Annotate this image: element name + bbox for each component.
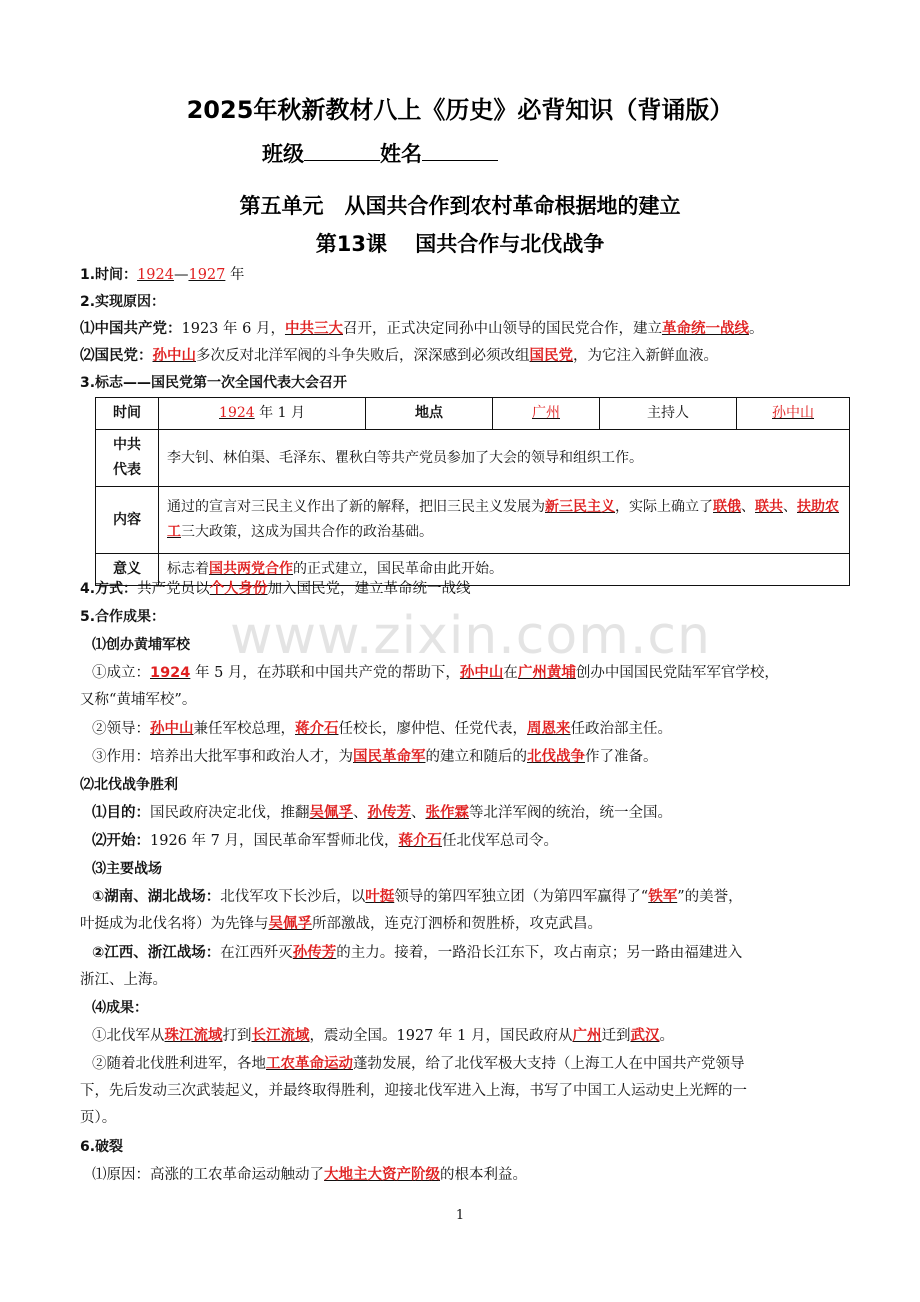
northern-expedition-heading: ⑵北伐战争胜利 (80, 777, 178, 793)
expedition-start: ⑵开始：1926 年 7 月，国民革命军誓师北伐，蒋介石任北伐军总司令。 (92, 833, 558, 849)
table-row (96, 398, 850, 430)
outcome-1: ①北伐军从珠江流域打到长江流域，震动全国。1927 年 1 月，国民政府从广州迁到武汉。 (92, 1028, 674, 1044)
page-number: 1 (455, 1208, 465, 1223)
section-method: 4.方式：共产党员以个人身份加入国民党，建立革命统一战线 (80, 581, 471, 597)
content-label: 内容 (96, 487, 159, 554)
class-label: 班级 (262, 142, 304, 166)
section-results-heading: 5.合作成果： (80, 609, 166, 625)
unit-title: 第五单元 从国共合作到农村革命根据地的建立 (239, 194, 681, 218)
whampoa-role: ③作用：培养出大批军事和政治人才，为国民革命军的建立和随后的北伐战争作了准备。 (92, 749, 658, 765)
congress-table (95, 397, 850, 586)
outcomes-heading: ⑷成果： (92, 1000, 148, 1016)
time-label: 时间 (96, 398, 159, 430)
significance-text: 标志着国共两党合作的正式建立，国民革命由此开始。 (159, 554, 850, 586)
section-split-heading: 6.破裂 (80, 1139, 124, 1155)
document-title: 2025年秋新教材八上《历史》必背知识（背诵版） (186, 96, 734, 124)
jiangxi-zhejiang-battle: ②江西、浙江战场：在江西歼灭孙传芳的主力。接着，一路沿长江东下，攻占南京；另一路由福建进入 (92, 945, 743, 961)
name-blank[interactable] (422, 142, 498, 161)
content-text: 通过的宣言对三民主义作出了新的解释，把旧三民主义发展为新三民主义，实际上确立了联俄、联共、扶助农工三大政策，这成为国共合作的政治基础。 (159, 487, 850, 554)
time-value: 1924 年 1 月 (159, 398, 366, 430)
battlefields-heading: ⑶主要战场 (92, 861, 162, 877)
watermark: www.zixin.com.cn (230, 606, 711, 666)
split-reason: ⑴原因：高涨的工农革命运动触动了大地主大资产阶级的根本利益。 (92, 1167, 527, 1183)
significance-label: 意义 (96, 554, 159, 586)
outcome-2-cont: 下，先后发动三次武装起义，并最终取得胜利，迎接北伐军进入上海，书写了中国工人运动史上光辉的一 (80, 1083, 747, 1099)
name-label: 姓名 (380, 142, 422, 166)
whampoa-leadership: ②领导：孙中山兼任军校总理，蒋介石任校长，廖仲恺、任党代表，周恩来任政治部主任。 (92, 721, 672, 737)
table-row (96, 430, 850, 487)
jiangxi-zhejiang-battle-cont: 浙江、上海。 (80, 972, 167, 988)
hunan-hubei-battle: ①湖南、湖北战场：北伐军攻下长沙后，以叶挺领导的第四军独立团（为第四军赢得了“铁军”的美誉， (92, 889, 743, 905)
outcome-2: ②随着北伐胜利进军，各地工农革命运动蓬勃发展，给了北伐军极大支持（上海工人在中国共产党领导 (92, 1056, 745, 1072)
outcome-2-end: 页）。 (80, 1110, 117, 1126)
whampoa-founding-cont: 又称“黄埔军校”。 (80, 692, 197, 708)
host-value: 孙中山 (737, 398, 850, 430)
class-name-line (262, 138, 498, 168)
section-time: 1.时间：1924—1927 年 (80, 267, 245, 283)
section-reason-heading: 2.实现原因： (80, 294, 166, 310)
host-label: 主持人 (600, 398, 737, 430)
hunan-hubei-battle-cont: 叶挺成为北伐名将）为先锋与吴佩孚所部激战，连克汀泗桥和贺胜桥，攻克武昌。 (80, 916, 602, 932)
lesson-title: 第13课 国共合作与北伐战争 (315, 232, 605, 256)
place-value: 广州 (493, 398, 600, 430)
class-blank[interactable] (304, 142, 380, 161)
whampoa-founding: ①成立：1924 年 5 月，在苏联和中国共产党的帮助下，孙中山在广州黄埔创办中国国民党陆军军官学校， (92, 665, 779, 681)
place-label: 地点 (366, 398, 493, 430)
reason-kmt: ⑵国民党：孙中山多次反对北洋军阀的斗争失败后，深深感到必须改组国民党，为它注入新鲜血液。 (80, 348, 718, 364)
rep-label: 中共 代表 (96, 430, 159, 487)
reason-cpc: ⑴中国共产党：1923 年 6 月，中共三大召开，正式决定同孙中山领导的国民党合作，建立革命统一战线。 (80, 321, 764, 337)
rep-text: 李大钊、林伯渠、毛泽东、瞿秋白等共产党员参加了大会的领导和组织工作。 (159, 430, 850, 487)
whampoa-heading: ⑴创办黄埔军校 (92, 637, 190, 653)
expedition-purpose: ⑴目的：国民政府决定北伐，推翻吴佩孚、孙传芳、张作霖等北洋军阀的统治，统一全国。 (92, 805, 672, 821)
section-sign-heading: 3.标志——国民党第一次全国代表大会召开 (80, 375, 348, 391)
table-row (96, 487, 850, 554)
